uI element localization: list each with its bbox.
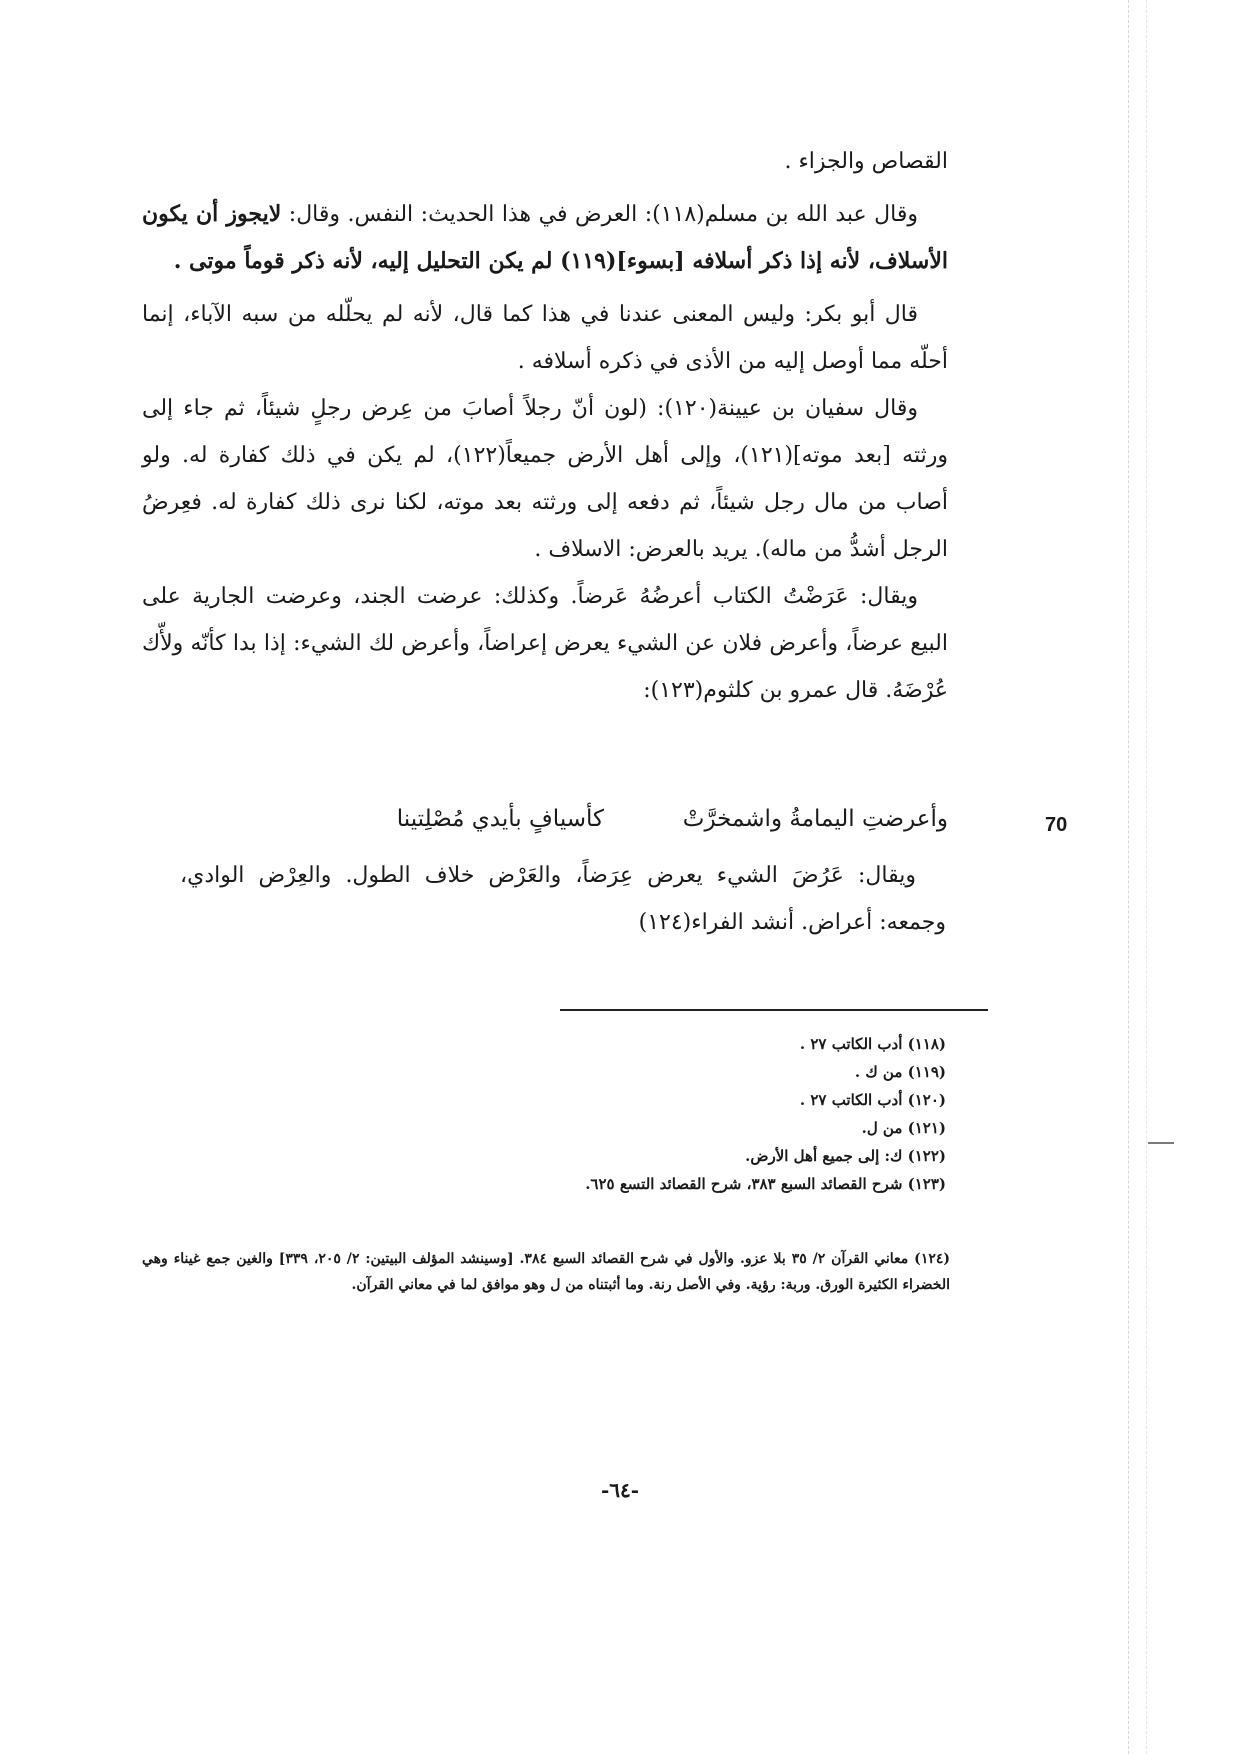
- footnote: (١١٨) أدب الكاتب ٢٧ .: [799, 1035, 946, 1053]
- footnote: (١٢٠) أدب الكاتب ٢٧ .: [799, 1091, 946, 1109]
- paragraph: وقال سفيان بن عيينة(١٢٠): (لون أنّ رجلاً أصابَ من عِرض رجلٍ شيئاً، ثم جاء إلى ورثته [بعد موته](١٢١)، وإلى أهل الأرض جميعاً(١٢٢)، لم يكن في ذلك كفارة له. ولو أصاب من مال رجل شيئاً، ثم دفعه إلى ورثته بعد موته، لكنا نرى ذلك كفارة له. فعِرضُ الرجل أشدُّ من ماله). يريد بالعرض: الاسلاف .: [142, 396, 948, 562]
- edge-tick-mark: [1148, 1142, 1174, 1144]
- verse-hemistich-second: كأسيافٍ بأيدي مُصْلِتينا: [396, 806, 604, 832]
- paragraph: القصاص والجزاء .: [784, 149, 948, 174]
- main-text: [142, 138, 948, 714]
- footnote: (١٢٣) شرح القصائد السبع ٣٨٣، شرح القصائد التسع ٦٢٥.: [585, 1175, 946, 1193]
- paragraph: [142, 191, 948, 285]
- footnote: (١٢٢) ك: إلى جميع أهل الأرض.: [745, 1147, 946, 1165]
- paragraph-bold-part: لايجوز أن يكون الأسلاف، لأنه إذا ذكر أسلافه [بسوء](١١٩) لم يكن التحليل إليه، لأنه ذكر قوماً موتى .: [142, 201, 948, 274]
- footnote-divider: [560, 1009, 988, 1011]
- paragraph: قال أبو بكر: وليس المعنى عندنا في هذا كما قال، لأنه لم يحلّله من سبه الآباء، إنما أحلّه مما أوصل إليه من الأذى في ذكره أسلافه .: [142, 302, 948, 374]
- verse-hemistich-first: وأعرضتِ اليمامةُ واشمخرَّتْ: [682, 806, 948, 832]
- footnote: (١٢١) من ل.: [861, 1119, 946, 1137]
- margin-number: 70: [1045, 814, 1068, 836]
- footnotes: [585, 1030, 946, 1198]
- footnote: (١١٩) من ك .: [854, 1063, 946, 1081]
- paragraph: ويقال: عَرَضْتُ الكتاب أعرضُهُ عَرضاً. وكذلك: عرضت الجند، وعرضت الجارية على البيع عرضاً، وأعرض فلان عن الشيء يعرض إعراضاً، وأعرض لك الشيء: إذا بدا كأنّه ولأّك عُرْضَهُ. قال عمرو بن كلثوم(١٢٣):: [142, 584, 948, 703]
- after-verse-text: [180, 852, 946, 946]
- footnote-long: (١٢٤) معاني القرآن ٢/ ٣٥ بلا عزو. والأول في شرح القصائد السبع ٣٨٤. [وسينشد المؤلف البيتين: ٢/ ٢٠٥، ٣٣٩] والغين جمع غيناء وهي الخضراء الكثيرة الورق. وربة: رؤية. وفي الأصل رنة. وما أثبتناه من ل وهو موافق لما في معاني القرآن.: [142, 1251, 950, 1293]
- paragraph: ويقال: عَرُضَ الشيء يعرض عِرَضاً، والعَرْض خلاف الطول. والعِرْض الوادي، وجمعه: أعراض. أنشد الفراء(١٢٤): [180, 863, 946, 935]
- page-number: -٦٤-: [600, 1478, 640, 1502]
- paragraph-regular-part: وقال عبد الله بن مسلم(١١٨): العرض في هذا الحديث: النفس. وقال:: [281, 202, 918, 227]
